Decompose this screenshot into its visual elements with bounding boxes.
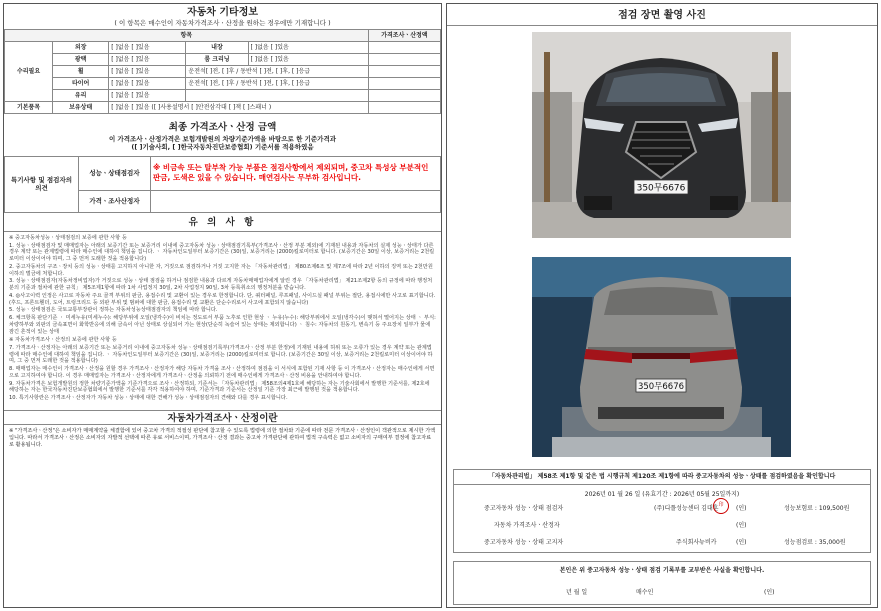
row-options: 운전석[ ]전, [ ]후 / 동반석 [ ]전, [ ]후, [ ]응급: [186, 78, 368, 90]
confirmation-heading: 「자동차관리법」 제58조 제1항 및 같은 법 시행규칙 제120조 제1항에 따라 중고자동차의 성능ㆍ상태를 점검하였음을 확인합니다: [454, 470, 870, 485]
appraiser-label: 가격ㆍ조사산정자: [79, 190, 151, 212]
other-info-table: [4, 29, 441, 114]
receipt-date: 년 월 일: [566, 589, 588, 596]
notice-item: 1. 성능ㆍ상태점검자 및 매매업자는 아래의 보증기간 또는 보증거리 이내에 중고자동차 성능ㆍ상태점검기록부(가격조사ㆍ산정 부분 제외)에 기재된 내용과 자동차의 실제 성능ㆍ상태가 다른 경우 계약 또는 관계법령에 따라 매수인에 대하여 책임을 집니다. ㆍ 자동차인도일부터 보증기간은 (30)일, 보증거리는 (2000)킬로미터로 합니다. (보증기간은 30일 이상, 보증거리는 2천킬로미터 이상이어야 하며, 그 중 먼저 도래한 것을 적용합니다): [9, 242, 435, 263]
row-options: [ ]없음 [ ]있음: [109, 66, 186, 78]
row-name: 유리: [53, 90, 109, 102]
notice-item: 2. 중고자동차의 구조ㆍ장치 등의 성능ㆍ상태를 고지하지 아니한 자, 거짓으로 점검하거나 거짓 고지한 자는 「자동차관리법」 제80조제6조 및 제7조에 따라 2년 이하의 징역 또는 2천만원 이하의 벌금에 처합니다.: [9, 263, 433, 277]
row-options: [ ]없음 [ ]있음: [109, 78, 186, 90]
notifier-name: 주식회사뉴비카: [676, 539, 717, 546]
front-car-photo: [532, 32, 791, 238]
final-price-title: 최종 가격조사ㆍ산정 금액: [168, 122, 277, 133]
insurance-fee: 성능보험료 : 109,500원: [784, 505, 850, 512]
inspector-name: (주)디플성능센터 김대훈: [654, 505, 719, 512]
row-options: [ ]없음 [ ]있음 ([ ]사용설명서 [ ]안전삼각대 [ ]잭 [ ]스패너 ): [109, 102, 369, 114]
notice-item: 7. 가격조사ㆍ산정자는 아래의 보증기간 또는 보증거리 이내에 중고자동차 성능ㆍ상태점검기록부(가격조사ㆍ산정 부분 한정)에 기재된 내용에 허위 또는 오류가 있는 경우 계약 또는 관계법령에 따라 매수인에 대하여 책임을 집니다. ㆍ 자동차인도일부터 보증기간은 (30)일, 보증거리는 (2000)킬로미터로 합니다. (보증기간은 30일 이상, 보증거리는 2천킬로미터 이상이어야 하며, 그 중 먼저 도래한 것을 적용합니다): [9, 345, 433, 365]
inspection-fee: 성능점검료 : 35,000원: [784, 539, 846, 546]
appraiser-sign: (인): [736, 522, 747, 529]
receipt-text: 본인은 위 중고자동차 성능ㆍ상태 점검 기록부를 교부받은 사실을 확인합니다.: [559, 567, 765, 574]
table-row: [5, 102, 441, 114]
company-seal-icon: 印: [713, 498, 729, 514]
table-row: [5, 156, 441, 190]
final-price-note-2: ([ ]기술사회, [ ]한국자동차진단보증협회) 기준서를 적용하였음: [131, 143, 314, 152]
row-name: 외장: [53, 42, 109, 54]
notice-section-heading: ※ 중고자동차성능ㆍ상태점검의 보증에 관한 사항 등: [9, 234, 127, 241]
row-options: [ ]없음 [ ]있음: [248, 54, 368, 66]
appraiser-row: [454, 518, 870, 535]
row-options: [186, 90, 368, 102]
buyer-receipt-box: [453, 561, 871, 605]
table-row: [5, 90, 441, 102]
buyer-sign: (인): [764, 589, 775, 596]
row-name: 타이어: [53, 78, 109, 90]
rear-plate-text: 350무6676: [637, 382, 685, 392]
inspector-label: 성능ㆍ상태점검자: [79, 156, 151, 190]
notice-item: 6. 체크항목 판단기준 ㆍ 미세누유(미세누수): 해당부위에 오일(냉각수)이 비치는 정도로서 부품 노후로 인한 현상 ㆍ 누유(누수): 해당부위에서 오일(냉각수)이 맺혀서 떨어지는 상태 ㆍ 부식: 차량하부와 외판의 금속표면이 화학반응에 의해 금속이 아닌 상태로 상실되어 가는 현상(단순히 녹슬어 있는 상태는 제외합니다) ㆍ 침수: 자동차의 원동기, 변속기 등 주요장치 일부가 물에 잠긴 흔적이 있는 상태: [9, 315, 436, 335]
row-name: 보유상태: [53, 102, 109, 114]
price-cell: [368, 78, 440, 90]
repair-group-label: 수리필요: [5, 42, 53, 102]
notice-item: 10. 특기사항란은 가격조사ㆍ산정자가 자동차 성능ㆍ상태에 대한 견해가 성능ㆍ상태점검자의 견해와 다를 경우 표시합니다.: [9, 395, 288, 402]
price-cell: [368, 90, 440, 102]
buyer-label: 매수인: [636, 589, 654, 596]
price-cell: [368, 66, 440, 78]
row-name: 내장: [186, 42, 248, 54]
price-cell: [368, 42, 440, 54]
inspector-row: [454, 501, 870, 518]
row-options: [ ]없음 [ ]있음: [109, 42, 186, 54]
confirmation-date: 2026년 01 월 26 일 (유효기간 : 2026년 05월 25일까지): [584, 490, 740, 498]
appraiser-opinion-text: [151, 190, 441, 212]
row-options: [ ]없음 [ ]있음: [248, 42, 368, 54]
left-panel: [3, 3, 442, 608]
front-plate-text: 350무6676: [636, 183, 686, 194]
rear-car-photo: [532, 257, 791, 457]
row-name: 룸 크리닝: [186, 54, 248, 66]
opinion-table: [4, 156, 441, 213]
appraiser-row-label: 자동차 가격조사ㆍ산정자: [494, 522, 560, 529]
row-name: 광택: [53, 54, 109, 66]
notice-title: 유 의 사 항: [188, 216, 257, 228]
other-info-subtitle: ( 이 항목은 매수인이 자동차가격조사ㆍ산정을 원하는 경우에만 기재합니다 ): [114, 19, 331, 27]
price-cell: [368, 102, 440, 114]
table-row: [5, 78, 441, 90]
photo-section-title: 점검 장면 촬영 사진: [447, 4, 877, 26]
notice-box: [4, 231, 441, 406]
table-row: [5, 54, 441, 66]
notice-item: 5. 성능ㆍ상태점검은 국토교통부장관이 정하는 자동차성능상태점검자의 책임에 따라 합니다.: [9, 307, 218, 314]
right-panel: [446, 3, 878, 608]
inspector-opinion-text: ※ 비금속 또는 탈부착 가능 부품은 점검사항에서 제외되며, 중고차 특성상 부분적인 판금, 도색은 있을 수 있습니다. 매연검사는 무부하 검사입니다.: [151, 156, 441, 190]
notifier-row: [454, 535, 870, 552]
col-item-header: 항목: [5, 30, 369, 42]
other-info-title: 자동차 기타정보: [186, 7, 259, 18]
notice-item: 9. 자동차가격은 보험개발원의 정한 차량기준가액을 기준가격으로 조사ㆍ산정하되, 기준서는 「자동차관리법」 제58조의4제1호에 해당하는 자는 기술사회에서 발행한 기준서를, 제2호에 해당하는 자는 한국자동차진단보증협회에서 발행한 기준서를 각각 적용하여야 하며, 기준가격과 기준서는 산정일 기준 가장 최근에 발행된 것을 적용합니다.: [9, 380, 430, 394]
table-row: [5, 42, 441, 54]
table-row: [5, 66, 441, 78]
row-name: 휠: [53, 66, 109, 78]
notice-item: 4. ◎사고이력 인정은 사고로 자동차 주요 골격 부위의 판금, 용접수리 및 교환이 있는 경우로 한정합니다. 단, 쿼터패널, 루프패널, 사이드실 패널 부위는 절단, 용접시에만 사고로 표기합니다. (후드, 프론트휀더, 도어, 트렁크리드 등 외판 부위 및 범퍼에 대한 판금, 용접수리 및 교환은 단순수리로서 사고에 포함되지 않습니다): [9, 292, 436, 306]
inspection-confirmation: [453, 469, 871, 553]
notice-item: 3. 성능ㆍ상태점검자(자동차정비업자)가 거짓으로 성능ㆍ상태 점검을 하거나 점검한 내용과 다르게 자동차매매업자에게 알린 경우 「자동차관리법」 제21조제2항 등의 규정에 따라 행정처분의 기준과 절차에 관한 규칙」 제5조제1항에 따라 1차 사업정지 30일, 2차 사업정지 90일, 3차 등록취소의 행정처분을 받습니다.: [9, 278, 433, 292]
appraisal-definition-text: ※ "가격조사ㆍ산정"은 소비자가 매매계약을 체결함에 있어 중고차 가격의 적절성 판단에 참고할 수 있도록 법령에 의한 절차와 기준에 따라 전문 가격조사ㆍ산정인이 객관적으로 제시한 가액입니다. 따라서 가격조사ㆍ산정은 소비자의 자발적 선택에 따른 유료 서비스이며, 가격조사ㆍ산정 결과는 중고차 가격판단에 관하여 법적 구속력은 없고 소비자의 구매여부 결정에 참고자료로 활용됩니다.: [4, 424, 441, 451]
notifier-row-label: 중고자동차 성능ㆍ상태 고지자: [484, 539, 564, 546]
row-options: [ ]없음 [ ]있음: [109, 54, 186, 66]
inspector-sign: (인): [736, 505, 747, 512]
row-options: 운전석[ ]전, [ ]후 / 동반석 [ ]전, [ ]후, [ ]응급: [186, 66, 368, 78]
inspector-row-label: 중고자동차 성능ㆍ상태 점검자: [484, 505, 564, 512]
price-cell: [368, 54, 440, 66]
opinion-label: 특기사항 및 점검자의 의견: [5, 156, 79, 212]
col-price-header: 가격조사ㆍ산정액: [368, 30, 440, 42]
notifier-sign: (인): [736, 539, 747, 546]
row-options: [ ]없음 [ ]있음: [109, 90, 186, 102]
notice-item: 8. 매매업자는 매수인이 가격조사ㆍ산정을 원할 경우 가격조사ㆍ산정자가 해당 자동차 가격을 조사ㆍ산정하여 점검을 이 서식에 포함된 기재 사항 등 이 가격조사ㆍ산정자는 매수인에게 서면으로 고지하여야 합니다. 이 경우 매매업자는 가격조사ㆍ산정자에게 가격조사ㆍ산정을 의뢰하기 전에 매수인에게 가격조사ㆍ산정 비용을 안내하여야 합니다.: [9, 366, 435, 379]
appraisal-definition-title: 자동차가격조사ㆍ산정이란: [4, 410, 441, 424]
notice-section-heading: ※ 자동차가격조사ㆍ산정의 보증에 관한 사항 등: [9, 337, 117, 344]
basic-group-label: 기본품목: [5, 102, 53, 114]
final-price-note-1: 이 가격조사ㆍ산정가격은 보험개발원의 차량기준가액을 바탕으로 한 기준가격과: [108, 135, 337, 143]
